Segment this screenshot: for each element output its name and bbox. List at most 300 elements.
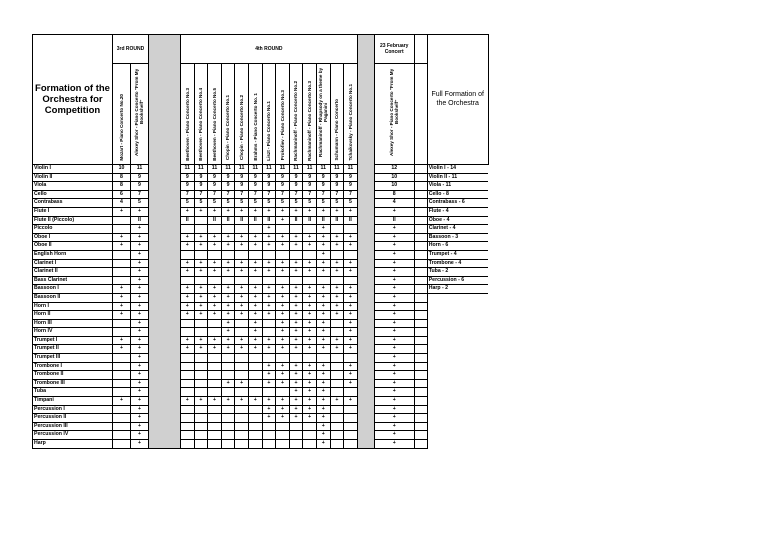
piece-header bbox=[262, 64, 276, 165]
piece-name: Rachmaninoff - Piano Concerto No.3 bbox=[307, 80, 313, 161]
full-formation-item: Violin I - 14 bbox=[427, 165, 488, 174]
cell-value bbox=[303, 276, 317, 285]
full-formation-item: Tuba - 2 bbox=[427, 268, 488, 277]
cell-value bbox=[113, 259, 131, 268]
cell-value: + bbox=[303, 379, 317, 388]
cell-value: + bbox=[276, 302, 290, 311]
cell-value: 9 bbox=[181, 173, 195, 182]
table-row bbox=[33, 293, 489, 302]
cell-value: + bbox=[374, 311, 414, 320]
cell-value: + bbox=[374, 242, 414, 251]
cell-value: + bbox=[131, 397, 149, 406]
piece-header bbox=[316, 64, 330, 165]
piece-header bbox=[221, 64, 235, 165]
cell-value: + bbox=[248, 397, 262, 406]
cell-value: + bbox=[316, 259, 330, 268]
cell-value: 11 bbox=[181, 165, 195, 174]
full-formation-cell bbox=[427, 405, 488, 414]
cell-value: 11 bbox=[316, 165, 330, 174]
cell-value: + bbox=[374, 276, 414, 285]
cell-value bbox=[276, 276, 290, 285]
cell-value: 4 bbox=[113, 199, 131, 208]
cell-value bbox=[194, 422, 208, 431]
cell-value: + bbox=[316, 414, 330, 423]
spacer-cell bbox=[414, 64, 427, 165]
cell-value: + bbox=[248, 259, 262, 268]
full-formation-item: Contrabass - 6 bbox=[427, 199, 488, 208]
cell-value: 12 bbox=[374, 165, 414, 174]
table-row bbox=[33, 242, 489, 251]
cell-value: + bbox=[330, 207, 344, 216]
cell-value bbox=[181, 276, 195, 285]
piece-name: Chopin - Piano Concerto No.2 bbox=[239, 95, 245, 161]
cell-value bbox=[344, 354, 358, 363]
cell-value: + bbox=[289, 397, 303, 406]
cell-value: + bbox=[221, 311, 235, 320]
instrument-label: Harp bbox=[33, 440, 113, 449]
cell-value: + bbox=[276, 242, 290, 251]
cell-value: 7 bbox=[330, 190, 344, 199]
cell-value bbox=[208, 405, 222, 414]
cell-value: + bbox=[131, 225, 149, 234]
cell-value: + bbox=[316, 431, 330, 440]
cell-value bbox=[235, 422, 249, 431]
cell-value: II bbox=[235, 216, 249, 225]
spacer-cell bbox=[414, 379, 427, 388]
cell-value: + bbox=[344, 328, 358, 337]
piece-name: Rachmaninoff - Rhapsody on a theme by Paganini bbox=[318, 67, 329, 157]
cell-value: + bbox=[344, 207, 358, 216]
cell-value: 5 bbox=[262, 199, 276, 208]
cell-value: + bbox=[248, 311, 262, 320]
cell-value: 9 bbox=[316, 173, 330, 182]
cell-value: + bbox=[181, 345, 195, 354]
spacer-cell bbox=[414, 207, 427, 216]
formation-table bbox=[32, 34, 489, 449]
cell-value: + bbox=[131, 379, 149, 388]
cell-value: + bbox=[303, 207, 317, 216]
cell-value: 9 bbox=[131, 173, 149, 182]
instrument-label: Clarinet II bbox=[33, 268, 113, 277]
cell-value bbox=[248, 431, 262, 440]
cell-value: 5 bbox=[181, 199, 195, 208]
instrument-label: Cello bbox=[33, 190, 113, 199]
cell-value: + bbox=[131, 362, 149, 371]
cell-value: + bbox=[276, 371, 290, 380]
cell-value: 9 bbox=[221, 182, 235, 191]
cell-value: + bbox=[194, 285, 208, 294]
cell-value: + bbox=[221, 397, 235, 406]
cell-value: + bbox=[289, 293, 303, 302]
cell-value bbox=[181, 225, 195, 234]
cell-value: + bbox=[289, 319, 303, 328]
cell-value: + bbox=[344, 242, 358, 251]
cell-value: + bbox=[181, 336, 195, 345]
cell-value: + bbox=[316, 293, 330, 302]
cell-value bbox=[113, 268, 131, 277]
cell-value: 5 bbox=[303, 199, 317, 208]
cell-value: 7 bbox=[262, 190, 276, 199]
cell-value: + bbox=[262, 285, 276, 294]
full-formation-item: Harp - 2 bbox=[427, 285, 488, 294]
full-formation-cell bbox=[427, 371, 488, 380]
spacer-cell bbox=[414, 276, 427, 285]
cell-value: + bbox=[316, 268, 330, 277]
cell-value: + bbox=[262, 414, 276, 423]
cell-value bbox=[248, 405, 262, 414]
cell-value bbox=[221, 250, 235, 259]
cell-value: + bbox=[235, 345, 249, 354]
cell-value: + bbox=[303, 259, 317, 268]
full-formation-cell bbox=[427, 336, 488, 345]
cell-value: + bbox=[276, 405, 290, 414]
cell-value: + bbox=[208, 242, 222, 251]
full-formation-item: Oboe - 4 bbox=[427, 216, 488, 225]
cell-value: + bbox=[221, 328, 235, 337]
cell-value: + bbox=[316, 440, 330, 449]
cell-value bbox=[289, 276, 303, 285]
table-row bbox=[33, 371, 489, 380]
table-row bbox=[33, 388, 489, 397]
cell-value: 11 bbox=[235, 165, 249, 174]
cell-value: II bbox=[303, 216, 317, 225]
concert-header: 23 February Concert bbox=[374, 35, 414, 64]
cell-value: + bbox=[262, 397, 276, 406]
cell-value bbox=[181, 405, 195, 414]
cell-value: + bbox=[221, 285, 235, 294]
table-row bbox=[33, 440, 489, 449]
instrument-label: Horn III bbox=[33, 319, 113, 328]
cell-value: 7 bbox=[289, 190, 303, 199]
cell-value: 5 bbox=[235, 199, 249, 208]
cell-value: + bbox=[262, 207, 276, 216]
cell-value: 5 bbox=[131, 199, 149, 208]
cell-value: 11 bbox=[330, 165, 344, 174]
cell-value: + bbox=[181, 302, 195, 311]
cell-value: 9 bbox=[289, 182, 303, 191]
cell-value: + bbox=[289, 207, 303, 216]
piece-name: Schumann - Piano Concerto bbox=[334, 98, 340, 161]
piece-header bbox=[181, 64, 195, 165]
instrument-label: Violin I bbox=[33, 165, 113, 174]
cell-value: + bbox=[289, 302, 303, 311]
cell-value bbox=[276, 388, 290, 397]
cell-value bbox=[208, 362, 222, 371]
spacer-cell bbox=[414, 285, 427, 294]
cell-value: + bbox=[235, 302, 249, 311]
cell-value: 5 bbox=[344, 199, 358, 208]
cell-value: 9 bbox=[344, 173, 358, 182]
cell-value: 9 bbox=[289, 173, 303, 182]
cell-value bbox=[289, 354, 303, 363]
cell-value bbox=[262, 250, 276, 259]
cell-value: + bbox=[344, 379, 358, 388]
cell-value: + bbox=[113, 345, 131, 354]
full-formation-item: Bassoon - 3 bbox=[427, 233, 488, 242]
cell-value: + bbox=[276, 336, 290, 345]
spacer-cell bbox=[414, 440, 427, 449]
cell-value: II bbox=[289, 216, 303, 225]
cell-value: + bbox=[235, 259, 249, 268]
cell-value: + bbox=[374, 362, 414, 371]
cell-value bbox=[344, 225, 358, 234]
cell-value: + bbox=[262, 311, 276, 320]
piece-header bbox=[248, 64, 262, 165]
cell-value bbox=[194, 440, 208, 449]
cell-value: 9 bbox=[181, 182, 195, 191]
cell-value: + bbox=[374, 371, 414, 380]
full-formation-cell bbox=[427, 302, 488, 311]
cell-value: 10 bbox=[374, 173, 414, 182]
cell-value: + bbox=[316, 422, 330, 431]
spacer-cell bbox=[414, 293, 427, 302]
cell-value: + bbox=[289, 414, 303, 423]
cell-value: + bbox=[113, 336, 131, 345]
cell-value: + bbox=[208, 336, 222, 345]
cell-value bbox=[330, 319, 344, 328]
cell-value: + bbox=[289, 388, 303, 397]
cell-value: + bbox=[235, 379, 249, 388]
cell-value: II bbox=[181, 216, 195, 225]
cell-value: + bbox=[276, 268, 290, 277]
piece-name: Liszt - Piano Concerto No.1 bbox=[266, 100, 272, 161]
piece-header bbox=[235, 64, 249, 165]
spacer-cell bbox=[414, 259, 427, 268]
piece-name: Beethoven - Piano Concerto No.3 bbox=[184, 87, 190, 161]
full-formation-cell bbox=[427, 379, 488, 388]
cell-value bbox=[208, 354, 222, 363]
cell-value: + bbox=[289, 268, 303, 277]
separator-column bbox=[149, 35, 181, 449]
full-formation-cell bbox=[427, 431, 488, 440]
piece-header bbox=[330, 64, 344, 165]
full-formation-item: Cello - 8 bbox=[427, 190, 488, 199]
cell-value: + bbox=[194, 311, 208, 320]
table-row bbox=[33, 379, 489, 388]
cell-value: + bbox=[316, 207, 330, 216]
instrument-label: Percussion IV bbox=[33, 431, 113, 440]
cell-value: 8 bbox=[374, 190, 414, 199]
table-row bbox=[33, 405, 489, 414]
cell-value: 9 bbox=[330, 173, 344, 182]
table-row bbox=[33, 414, 489, 423]
piece-header bbox=[113, 64, 131, 165]
cell-value: + bbox=[374, 397, 414, 406]
cell-value: + bbox=[131, 207, 149, 216]
cell-value: 7 bbox=[303, 190, 317, 199]
cell-value: + bbox=[181, 242, 195, 251]
cell-value bbox=[221, 276, 235, 285]
full-formation-item: Flute - 4 bbox=[427, 207, 488, 216]
cell-value: + bbox=[262, 259, 276, 268]
cell-value bbox=[330, 422, 344, 431]
cell-value bbox=[113, 414, 131, 423]
instrument-label: Oboe I bbox=[33, 233, 113, 242]
cell-value bbox=[289, 225, 303, 234]
cell-value bbox=[208, 319, 222, 328]
cell-value: 11 bbox=[131, 165, 149, 174]
cell-value: + bbox=[208, 259, 222, 268]
cell-value: + bbox=[316, 302, 330, 311]
cell-value: + bbox=[316, 250, 330, 259]
cell-value bbox=[113, 362, 131, 371]
cell-value: + bbox=[303, 336, 317, 345]
cell-value: + bbox=[235, 207, 249, 216]
full-formation-cell bbox=[427, 293, 488, 302]
cell-value bbox=[248, 388, 262, 397]
cell-value: + bbox=[221, 336, 235, 345]
piece-header bbox=[303, 64, 317, 165]
cell-value: + bbox=[316, 336, 330, 345]
cell-value bbox=[248, 440, 262, 449]
cell-value: + bbox=[181, 285, 195, 294]
cell-value bbox=[344, 422, 358, 431]
cell-value: 7 bbox=[194, 190, 208, 199]
cell-value bbox=[262, 354, 276, 363]
cell-value: + bbox=[208, 207, 222, 216]
full-formation-cell bbox=[427, 440, 488, 449]
cell-value bbox=[262, 319, 276, 328]
spacer-cell bbox=[414, 397, 427, 406]
cell-value bbox=[330, 328, 344, 337]
cell-value bbox=[248, 362, 262, 371]
table-row bbox=[33, 165, 489, 174]
cell-value: + bbox=[262, 225, 276, 234]
cell-value: + bbox=[374, 225, 414, 234]
cell-value: + bbox=[194, 336, 208, 345]
cell-value: 9 bbox=[208, 182, 222, 191]
cell-value bbox=[235, 225, 249, 234]
cell-value bbox=[113, 328, 131, 337]
cell-value bbox=[208, 440, 222, 449]
cell-value bbox=[113, 276, 131, 285]
cell-value: + bbox=[262, 233, 276, 242]
cell-value: + bbox=[221, 242, 235, 251]
cell-value: + bbox=[316, 345, 330, 354]
spacer-cell bbox=[414, 414, 427, 423]
cell-value bbox=[276, 431, 290, 440]
cell-value bbox=[208, 414, 222, 423]
cell-value bbox=[289, 431, 303, 440]
cell-value bbox=[248, 414, 262, 423]
cell-value bbox=[208, 371, 222, 380]
cell-value: 9 bbox=[248, 182, 262, 191]
cell-value: 9 bbox=[235, 182, 249, 191]
cell-value: + bbox=[131, 371, 149, 380]
cell-value: + bbox=[316, 285, 330, 294]
cell-value: + bbox=[221, 293, 235, 302]
cell-value: + bbox=[131, 440, 149, 449]
cell-value: + bbox=[316, 225, 330, 234]
cell-value: + bbox=[330, 285, 344, 294]
cell-value bbox=[113, 440, 131, 449]
cell-value: 11 bbox=[221, 165, 235, 174]
cell-value bbox=[276, 440, 290, 449]
cell-value: + bbox=[181, 311, 195, 320]
cell-value: + bbox=[248, 207, 262, 216]
cell-value: + bbox=[131, 319, 149, 328]
spacer-cell bbox=[414, 242, 427, 251]
cell-value: + bbox=[262, 405, 276, 414]
instrument-label: Contrabass bbox=[33, 199, 113, 208]
cell-value: + bbox=[330, 242, 344, 251]
cell-value: + bbox=[303, 302, 317, 311]
cell-value: + bbox=[316, 379, 330, 388]
cell-value bbox=[330, 225, 344, 234]
cell-value: + bbox=[374, 440, 414, 449]
instrument-label: Tuba bbox=[33, 388, 113, 397]
cell-value: + bbox=[330, 311, 344, 320]
spacer-cell bbox=[414, 431, 427, 440]
cell-value: + bbox=[131, 302, 149, 311]
full-formation-title: Full Formation of the Orchestra bbox=[431, 91, 484, 107]
spacer-cell bbox=[414, 371, 427, 380]
table-row bbox=[33, 250, 489, 259]
cell-value: + bbox=[344, 293, 358, 302]
cell-value: + bbox=[248, 233, 262, 242]
spacer-cell bbox=[414, 328, 427, 337]
cell-value: + bbox=[131, 345, 149, 354]
instrument-label: Clarinet I bbox=[33, 259, 113, 268]
cell-value: + bbox=[131, 405, 149, 414]
instrument-label: Oboe II bbox=[33, 242, 113, 251]
cell-value bbox=[221, 225, 235, 234]
full-formation-item: Trumpet - 4 bbox=[427, 250, 488, 259]
cell-value: 11 bbox=[276, 165, 290, 174]
cell-value: + bbox=[131, 354, 149, 363]
cell-value: + bbox=[303, 285, 317, 294]
cell-value: + bbox=[276, 259, 290, 268]
cell-value: + bbox=[262, 293, 276, 302]
round-3-header: 3rd ROUND bbox=[113, 35, 149, 64]
full-formation-item: Horn - 6 bbox=[427, 242, 488, 251]
cell-value bbox=[194, 354, 208, 363]
cell-value: + bbox=[235, 268, 249, 277]
cell-value bbox=[113, 319, 131, 328]
cell-value: + bbox=[330, 259, 344, 268]
cell-value: + bbox=[131, 336, 149, 345]
cell-value: + bbox=[181, 397, 195, 406]
cell-value: + bbox=[374, 388, 414, 397]
cell-value: + bbox=[289, 379, 303, 388]
table-row bbox=[33, 319, 489, 328]
cell-value: + bbox=[194, 242, 208, 251]
table-row bbox=[33, 199, 489, 208]
cell-value bbox=[235, 250, 249, 259]
cell-value: + bbox=[276, 311, 290, 320]
cell-value bbox=[208, 276, 222, 285]
cell-value: 4 bbox=[374, 199, 414, 208]
cell-value bbox=[330, 250, 344, 259]
cell-value: 5 bbox=[330, 199, 344, 208]
cell-value: 9 bbox=[330, 182, 344, 191]
cell-value bbox=[248, 371, 262, 380]
cell-value: + bbox=[194, 259, 208, 268]
table-row bbox=[33, 207, 489, 216]
cell-value: 5 bbox=[316, 199, 330, 208]
cell-value bbox=[276, 225, 290, 234]
cell-value: + bbox=[248, 268, 262, 277]
cell-value bbox=[113, 431, 131, 440]
instrument-label: Percussion II bbox=[33, 414, 113, 423]
cell-value: 9 bbox=[262, 182, 276, 191]
cell-value bbox=[330, 276, 344, 285]
instrument-label: Timpani bbox=[33, 397, 113, 406]
cell-value: + bbox=[303, 268, 317, 277]
cell-value: 5 bbox=[276, 199, 290, 208]
cell-value bbox=[330, 440, 344, 449]
cell-value: + bbox=[276, 233, 290, 242]
